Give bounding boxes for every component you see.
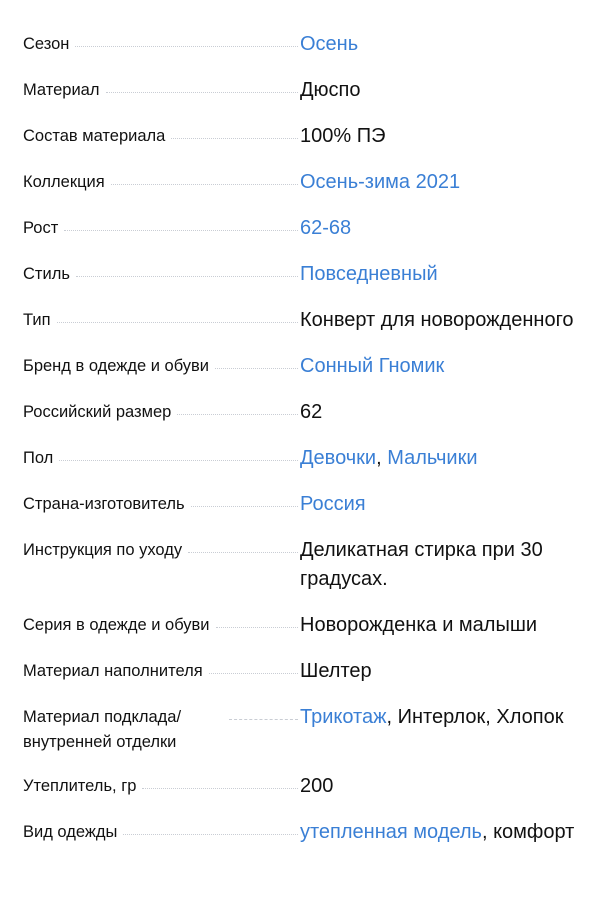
spec-label-cell	[23, 818, 300, 845]
spec-value-text: Конверт для новорожденного	[300, 309, 574, 331]
value-separator: ,	[386, 706, 398, 728]
spec-value-link[interactable]: Мальчики	[387, 447, 478, 469]
spec-label: Рост	[23, 219, 59, 237]
spec-row	[23, 657, 583, 686]
spec-value-text: Хлопок	[496, 706, 564, 728]
spec-value-text: 200	[300, 775, 334, 797]
spec-value-text: 62	[300, 401, 323, 423]
spec-label-cell	[23, 214, 300, 241]
spec-label-cell	[23, 260, 300, 287]
dotted-leader	[76, 262, 298, 277]
dotted-leader	[111, 170, 298, 185]
spec-value	[300, 398, 583, 427]
spec-row	[23, 168, 583, 197]
spec-row	[23, 611, 583, 640]
spec-label-cell	[23, 490, 300, 517]
spec-value-link[interactable]: Трикотаж	[300, 706, 387, 728]
spec-value-link[interactable]: 62-68	[300, 217, 352, 239]
spec-row	[23, 398, 583, 427]
spec-label: Тип	[23, 311, 51, 329]
spec-label: Материал	[23, 81, 100, 99]
dotted-leader	[229, 705, 298, 720]
spec-label-cell	[23, 657, 300, 684]
spec-value	[300, 30, 583, 59]
spec-value-text: Новорожденка и малыши	[300, 614, 538, 636]
dotted-leader	[59, 446, 298, 461]
spec-row	[23, 76, 583, 105]
spec-row	[23, 260, 583, 289]
dotted-leader	[57, 308, 298, 323]
value-separator: ,	[481, 821, 494, 843]
spec-value-link[interactable]: утепленная модель	[300, 821, 482, 843]
spec-value	[300, 703, 583, 732]
dotted-leader	[215, 354, 298, 369]
spec-row	[23, 352, 583, 381]
spec-label-cell	[23, 703, 300, 755]
spec-label-cell	[23, 122, 300, 149]
spec-label: Коллекция	[23, 173, 105, 191]
value-separator: ,	[376, 447, 388, 469]
dotted-leader	[171, 124, 298, 139]
spec-label-cell	[23, 611, 300, 638]
spec-value	[300, 260, 583, 289]
product-specs-list	[23, 30, 583, 864]
spec-value	[300, 76, 583, 105]
spec-label: Инструкция по уходу	[23, 541, 183, 559]
spec-label: Утеплитель, гр	[23, 777, 137, 795]
spec-row	[23, 30, 583, 59]
dotted-leader	[191, 492, 298, 507]
spec-label-cell	[23, 536, 300, 563]
dotted-leader	[64, 216, 298, 231]
spec-label-cell	[23, 398, 300, 425]
spec-label-cell	[23, 76, 300, 103]
spec-label: Вид одежды	[23, 823, 118, 841]
spec-value-link[interactable]: Повседневный	[300, 263, 438, 285]
spec-value-link[interactable]: Сонный Гномик	[300, 355, 445, 377]
spec-label-cell	[23, 352, 300, 379]
spec-row	[23, 536, 583, 594]
spec-row	[23, 490, 583, 519]
spec-label-cell	[23, 30, 300, 57]
bottom-fade	[0, 903, 600, 915]
spec-row	[23, 703, 583, 755]
spec-label: Стиль	[23, 265, 70, 283]
spec-label: Материал подклада/ внутренней отделки	[23, 708, 182, 751]
spec-value-text: Интерлок	[397, 706, 486, 728]
spec-label: Пол	[23, 449, 54, 467]
spec-value	[300, 536, 583, 594]
spec-value	[300, 168, 583, 197]
spec-value	[300, 352, 583, 381]
spec-label-cell	[23, 772, 300, 799]
dotted-leader	[106, 78, 299, 93]
spec-value	[300, 772, 583, 801]
spec-value-text: Шелтер	[300, 660, 372, 682]
spec-value	[300, 490, 583, 519]
spec-value	[300, 214, 583, 243]
spec-row	[23, 122, 583, 151]
dotted-leader	[209, 659, 298, 674]
spec-row	[23, 772, 583, 801]
dotted-leader	[177, 400, 298, 415]
spec-value	[300, 611, 583, 640]
spec-value-text: Дюспо	[300, 79, 361, 101]
spec-value	[300, 657, 583, 686]
spec-label-cell	[23, 444, 300, 471]
spec-value-text: комфорт	[493, 821, 575, 843]
spec-value-text: 100% ПЭ	[300, 125, 386, 147]
value-separator: ,	[485, 706, 497, 728]
spec-row	[23, 818, 583, 847]
dotted-leader	[216, 613, 298, 628]
spec-label: Страна-изготовитель	[23, 495, 185, 513]
spec-label-cell	[23, 306, 300, 333]
spec-value	[300, 444, 583, 473]
spec-row	[23, 306, 583, 335]
spec-label: Состав материала	[23, 127, 166, 145]
dotted-leader	[188, 538, 298, 553]
spec-value-text: Деликатная стирка при 30 градусах.	[300, 539, 543, 590]
spec-row	[23, 444, 583, 473]
spec-value	[300, 818, 583, 847]
spec-value-link[interactable]: Осень	[300, 33, 359, 55]
spec-value-link[interactable]: Россия	[300, 493, 366, 515]
spec-label: Сезон	[23, 35, 70, 53]
spec-value-link[interactable]: Девочки	[300, 447, 377, 469]
spec-value	[300, 122, 583, 151]
spec-value	[300, 306, 583, 335]
spec-label: Российский размер	[23, 403, 172, 421]
spec-label: Бренд в одежде и обуви	[23, 357, 210, 375]
dotted-leader	[123, 820, 298, 835]
dotted-leader	[142, 774, 298, 789]
spec-label-cell	[23, 168, 300, 195]
spec-label: Серия в одежде и обуви	[23, 616, 210, 634]
spec-value-link[interactable]: Осень-зима 2021	[300, 171, 461, 193]
spec-label: Материал наполнителя	[23, 662, 203, 680]
dotted-leader	[75, 32, 298, 47]
spec-row	[23, 214, 583, 243]
